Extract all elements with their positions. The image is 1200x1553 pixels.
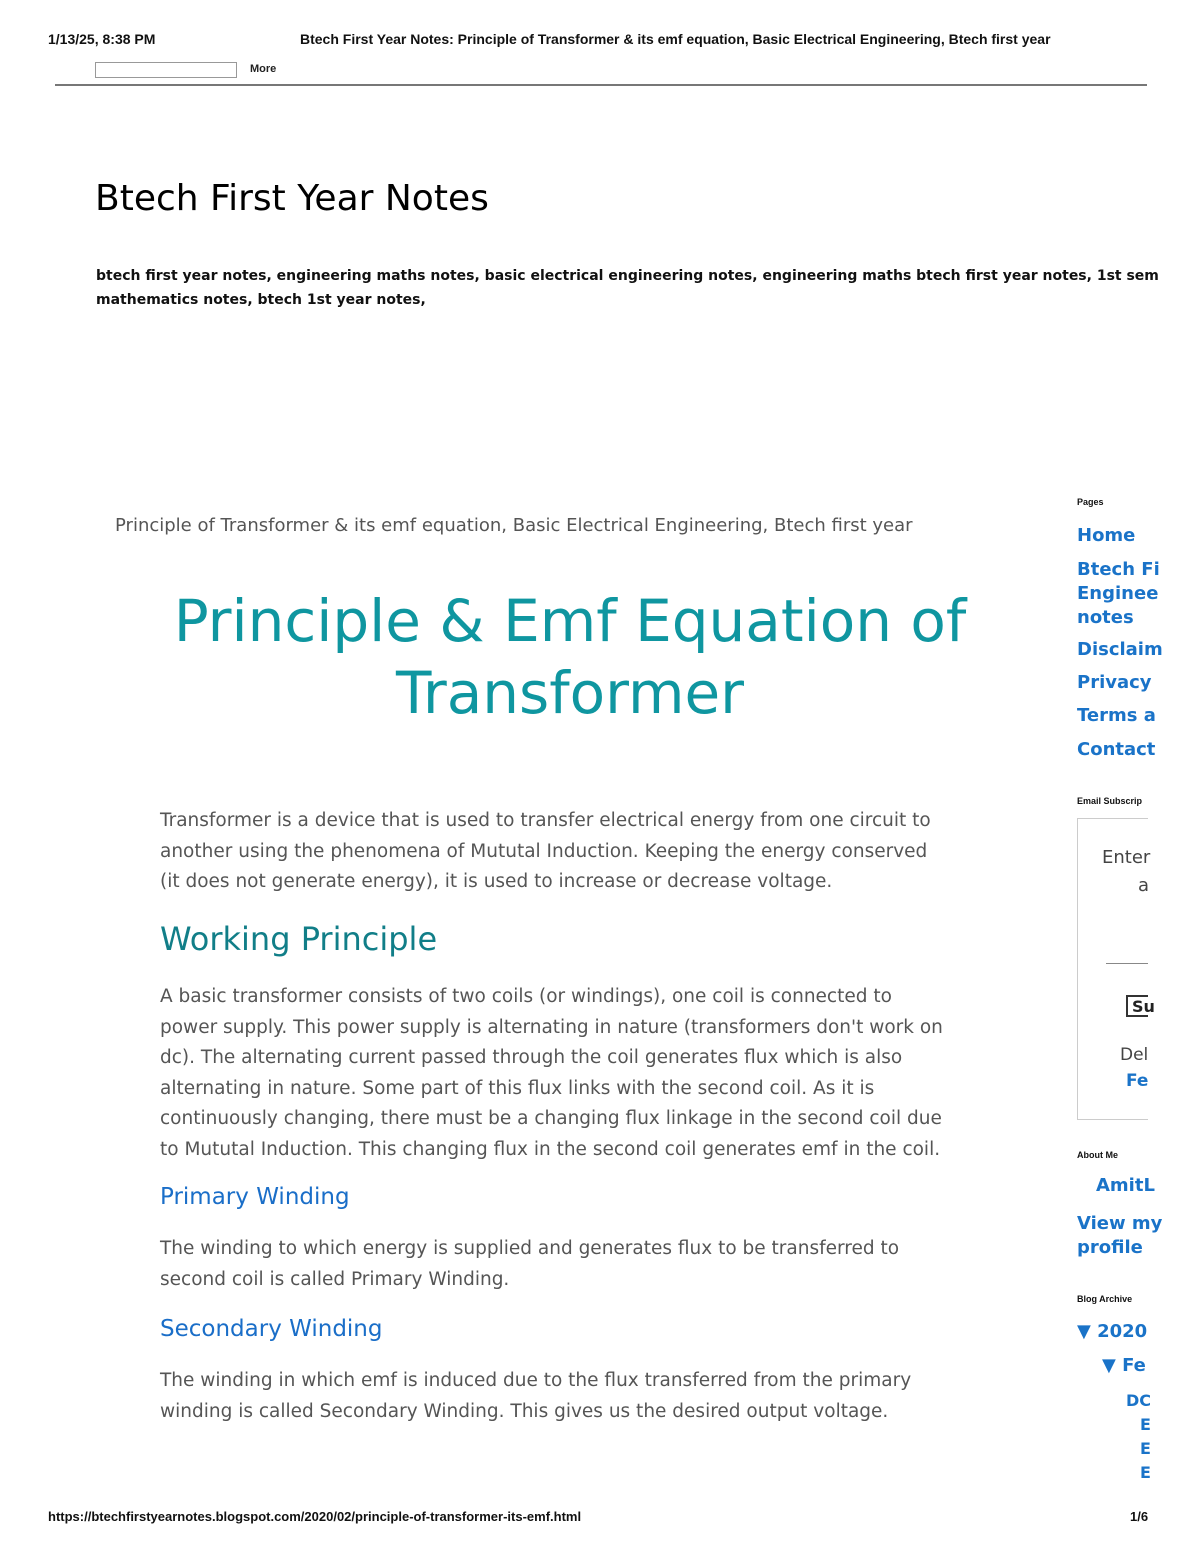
subscribe-button[interactable]: Su bbox=[1126, 995, 1148, 1017]
sidebar-link-terms[interactable]: Terms a bbox=[1077, 705, 1156, 726]
sidebar-link-line: notes bbox=[1077, 607, 1134, 628]
primary-winding-heading: Primary Winding bbox=[160, 1184, 350, 1210]
email-input-placeholder[interactable]: Enter bbox=[1102, 847, 1151, 868]
print-doc-title: Btech First Year Notes: Principle of Transformer & its emf equation, Basic Electrical Engineering, Btech first year bbox=[300, 31, 1051, 47]
blog-description-line: btech first year notes, engineering maths notes, basic electrical engineering notes, engineering maths btech first year notes, 1st sem bbox=[96, 268, 1159, 284]
post-crumb-title: Principle of Transformer & its emf equation, Basic Electrical Engineering, Btech first year bbox=[115, 515, 913, 536]
secondary-winding-heading: Secondary Winding bbox=[160, 1316, 383, 1342]
sidebar-link-privacy[interactable]: Privacy bbox=[1077, 672, 1152, 693]
text-line: winding is called Secondary Winding. This gives us the desired output voltage. bbox=[160, 1400, 889, 1422]
text-line: (it does not generate energy), it is used to increase or decrease voltage. bbox=[160, 871, 833, 892]
blog-description-line: mathematics notes, btech 1st year notes, bbox=[96, 292, 426, 308]
view-profile-line: profile bbox=[1077, 1237, 1143, 1258]
text-line: The winding to which energy is supplied and generates flux to be transferred to bbox=[160, 1238, 900, 1259]
view-profile-line: View my bbox=[1077, 1213, 1163, 1234]
navbar-search-input[interactable] bbox=[95, 62, 237, 78]
working-principle-heading: Working Principle bbox=[160, 920, 438, 958]
primary-winding-paragraph bbox=[160, 1234, 990, 1295]
delivered-by-text: Del bbox=[1120, 1045, 1149, 1065]
post-heading bbox=[150, 585, 990, 729]
text-line: to Mututal Induction. This changing flux in the second coil generates emf in the coil. bbox=[160, 1138, 941, 1160]
text-line: dc). The alternating current passed through the coil generates flux which is also bbox=[160, 1047, 903, 1068]
feedburner-link[interactable]: Fe bbox=[1126, 1071, 1149, 1091]
text-line: The winding in which emf is induced due to the flux transferred from the primary bbox=[160, 1370, 912, 1391]
text-line: continuously changing, there must be a changing flux linkage in the second coil due bbox=[160, 1108, 942, 1129]
text-line: A basic transformer consists of two coils (or windings), one coil is connected to bbox=[160, 986, 892, 1007]
sidebar-link-line: Enginee bbox=[1077, 583, 1159, 604]
intro-paragraph bbox=[160, 806, 990, 898]
text-line: Transformer is a device that is used to transfer electrical energy from one circuit to bbox=[160, 810, 931, 831]
blog-title[interactable]: Btech First Year Notes bbox=[95, 178, 489, 219]
email-subscription-box bbox=[1077, 818, 1155, 1120]
post-heading-line: Transformer bbox=[395, 659, 745, 727]
sidebar-link-contact[interactable]: Contact bbox=[1077, 739, 1156, 760]
text-line: another using the phenomena of Mututal Induction. Keeping the energy conserved bbox=[160, 840, 928, 862]
archive-year-toggle[interactable]: ▼ 2020 bbox=[1077, 1321, 1148, 1342]
sidebar-link-home[interactable]: Home bbox=[1077, 525, 1136, 546]
text-line: second coil is called Primary Winding. bbox=[160, 1268, 510, 1290]
archive-month-toggle[interactable]: ▼ Fe bbox=[1102, 1355, 1146, 1376]
view-profile-link[interactable] bbox=[1077, 1212, 1163, 1260]
working-principle-paragraph bbox=[160, 982, 1000, 1165]
navbar-more-link[interactable]: More bbox=[250, 63, 277, 75]
print-datetime: 1/13/25, 8:38 PM bbox=[48, 31, 156, 47]
archive-post-line: E bbox=[1140, 1415, 1151, 1434]
navbar-divider bbox=[55, 84, 1147, 86]
email-input-underline bbox=[1106, 963, 1148, 964]
sidebar-link-disclaimer[interactable]: Disclaim bbox=[1077, 639, 1163, 660]
sidebar-link-btech-first-year[interactable] bbox=[1077, 558, 1160, 630]
archive-post-line: E bbox=[1140, 1439, 1151, 1458]
blog-description bbox=[96, 264, 1159, 312]
print-footer-url: https://btechfirstyearnotes.blogspot.com/2020/02/principle-of-transformer-its-emf.html bbox=[48, 1509, 582, 1524]
pages-label: Pages bbox=[1077, 497, 1104, 507]
about-me-label: About Me bbox=[1077, 1150, 1118, 1160]
archive-post-link[interactable] bbox=[1126, 1389, 1152, 1485]
about-me-name-link[interactable]: AmitL bbox=[1096, 1175, 1155, 1196]
email-input-placeholder: a bbox=[1138, 875, 1150, 896]
post-heading-line: Principle & Emf Equation of bbox=[173, 587, 967, 655]
archive-post-line: E bbox=[1140, 1463, 1151, 1482]
text-line: alternating in nature. Some part of this flux links with the second coil. As it is bbox=[160, 1077, 875, 1099]
blog-archive-label: Blog Archive bbox=[1077, 1294, 1133, 1304]
archive-post-line: DC bbox=[1126, 1391, 1152, 1410]
print-footer-page: 1/6 bbox=[1130, 1509, 1149, 1524]
secondary-winding-paragraph bbox=[160, 1366, 990, 1427]
text-line: power supply. This power supply is alternating in nature (transformers don't work on bbox=[160, 1016, 943, 1038]
sidebar-link-line: Btech Fi bbox=[1077, 559, 1160, 580]
email-subscription-label: Email Subscrip bbox=[1077, 796, 1143, 806]
